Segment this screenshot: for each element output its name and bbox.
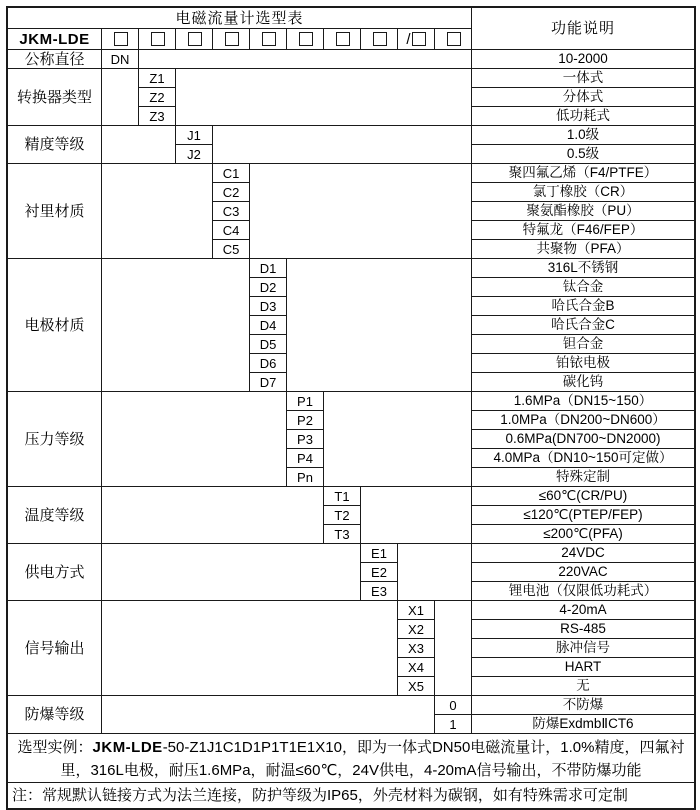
example-rest: -50-Z1J1C1D1P1T1E1X10，即为一体式DN50电磁流量计，1.0%精度，四氟衬里，316L电极，耐压1.6MPa，耐温≤60℃，24V供电，4-20mA信号输出，不带防爆功能: [60, 739, 685, 779]
code-cell: 0: [435, 696, 472, 715]
checkbox-square-icon: [114, 32, 128, 46]
function-cell: 钽合金: [472, 335, 694, 354]
function-cell: 24VDC: [472, 544, 694, 563]
table-title: 电磁流量计选型表: [8, 8, 472, 29]
section-label-accuracy-class: 精度等级: [8, 126, 102, 164]
code-cell: T2: [324, 506, 361, 525]
function-cell: ≤120℃(PTEP/FEP): [472, 506, 694, 525]
model-code-checkbox[interactable]: [361, 29, 398, 50]
code-cell: P1: [287, 392, 324, 411]
code-cell: P4: [287, 449, 324, 468]
empty-cell: [324, 392, 472, 487]
empty-cell: [102, 164, 213, 259]
code-cell: T3: [324, 525, 361, 544]
function-cell: 低功耗式: [472, 107, 694, 126]
function-cell: 氯丁橡胶（CR）: [472, 183, 694, 202]
example-prefix: 选型实例：: [17, 739, 93, 756]
code-cell: D1: [250, 259, 287, 278]
function-cell: 不防爆: [472, 696, 694, 715]
code-cell: E2: [361, 563, 398, 582]
code-cell: D2: [250, 278, 287, 297]
section-label-lining-material: 衬里材质: [8, 164, 102, 259]
function-cell: 316L不锈钢: [472, 259, 694, 278]
empty-cell: [435, 601, 472, 696]
checkbox-square-icon: [447, 32, 461, 46]
function-cell: 无: [472, 677, 694, 696]
empty-cell: [102, 69, 139, 126]
section-label-power-supply: 供电方式: [8, 544, 102, 601]
function-cell: 特氟龙（F46/FEP）: [472, 221, 694, 240]
code-cell: D4: [250, 316, 287, 335]
function-cell: 聚氨酯橡胶（PU）: [472, 202, 694, 221]
function-cell: HART: [472, 658, 694, 677]
code-cell: P3: [287, 430, 324, 449]
function-cell: 铂铱电极: [472, 354, 694, 373]
model-code-checkbox[interactable]: [324, 29, 361, 50]
empty-cell: [287, 259, 472, 392]
empty-cell: [102, 392, 287, 487]
code-cell: X1: [398, 601, 435, 620]
code-cell: Z2: [139, 88, 176, 107]
empty-cell: [102, 487, 324, 544]
code-cell: D7: [250, 373, 287, 392]
code-cell: X4: [398, 658, 435, 677]
model-code-checkbox[interactable]: [287, 29, 324, 50]
section-label-temperature-rating: 温度等级: [8, 487, 102, 544]
section-label-electrode-material: 电极材质: [8, 259, 102, 392]
checkbox-square-icon: [299, 32, 313, 46]
empty-cell: [139, 50, 472, 69]
function-cell: ≤200℃(PFA): [472, 525, 694, 544]
code-cell: Z1: [139, 69, 176, 88]
example-model: JKM-LDE: [92, 739, 163, 756]
code-cell: E3: [361, 582, 398, 601]
checkbox-square-icon: [225, 32, 239, 46]
function-cell: 220VAC: [472, 563, 694, 582]
section-label-converter-type: 转换器类型: [8, 69, 102, 126]
function-cell: RS-485: [472, 620, 694, 639]
checkbox-square-icon: [188, 32, 202, 46]
empty-cell: [250, 164, 472, 259]
section-label-signal-output: 信号输出: [8, 601, 102, 696]
function-cell: 脉冲信号: [472, 639, 694, 658]
model-code-checkbox[interactable]: [435, 29, 472, 50]
function-cell: 1.0MPa（DN200~DN600）: [472, 411, 694, 430]
remark-note: 注：常规默认链接方式为法兰连接，防护等级为IP65，外壳材料为碳钢，如有特殊需求可定制: [12, 787, 628, 804]
function-cell: 锂电池（仅限低功耗式）: [472, 582, 694, 601]
code-cell: E1: [361, 544, 398, 563]
checkbox-square-icon: [262, 32, 276, 46]
checkbox-square-icon: [336, 32, 350, 46]
code-cell: T1: [324, 487, 361, 506]
slash-prefix: /: [406, 30, 411, 48]
model-code-checkbox[interactable]: [139, 29, 176, 50]
selection-table: [6, 6, 696, 810]
empty-cell: [398, 544, 472, 601]
function-cell: 碳化钨: [472, 373, 694, 392]
model-code-checkbox[interactable]: [250, 29, 287, 50]
empty-cell: [102, 544, 361, 601]
checkbox-square-icon: [373, 32, 387, 46]
function-cell: 1.0级: [472, 126, 694, 145]
empty-cell: [102, 126, 176, 164]
section-label-explosion-proof: 防爆等级: [8, 696, 102, 734]
section-label-nominal-diameter: 公称直径: [8, 50, 102, 69]
selection-example: [8, 734, 694, 783]
model-code-checkbox[interactable]: [213, 29, 250, 50]
checkbox-square-icon: [412, 32, 426, 46]
function-cell: 共聚物（PFA）: [472, 240, 694, 259]
model-code-checkbox[interactable]: [398, 29, 435, 50]
code-cell: D5: [250, 335, 287, 354]
empty-cell: [213, 126, 472, 164]
function-cell: ≤60℃(CR/PU): [472, 487, 694, 506]
code-cell: J2: [176, 145, 213, 164]
code-cell: X5: [398, 677, 435, 696]
model-code-checkbox[interactable]: [102, 29, 139, 50]
function-cell: 0.5级: [472, 145, 694, 164]
model-prefix-label: JKM-LDE: [8, 29, 102, 50]
function-cell: 10-2000: [472, 50, 694, 69]
checkbox-square-icon: [151, 32, 165, 46]
function-cell: 一体式: [472, 69, 694, 88]
function-cell: 1.6MPa（DN15~150）: [472, 392, 694, 411]
code-cell: DN: [102, 50, 139, 69]
code-cell: 1: [435, 715, 472, 734]
code-cell: D6: [250, 354, 287, 373]
function-cell: 分体式: [472, 88, 694, 107]
function-cell: 哈氏合金C: [472, 316, 694, 335]
code-cell: C5: [213, 240, 250, 259]
code-cell: Pn: [287, 468, 324, 487]
selection-grid: [8, 8, 694, 734]
function-cell: 4.0MPa（DN10~150可定做）: [472, 449, 694, 468]
function-cell: 哈氏合金B: [472, 297, 694, 316]
section-label-pressure-rating: 压力等级: [8, 392, 102, 487]
function-cell: 聚四氟乙烯（F4/PTFE）: [472, 164, 694, 183]
empty-cell: [102, 601, 398, 696]
code-cell: P2: [287, 411, 324, 430]
code-cell: D3: [250, 297, 287, 316]
empty-cell: [361, 487, 472, 544]
code-cell: J1: [176, 126, 213, 145]
function-column-header: 功能说明: [472, 8, 694, 50]
function-cell: 0.6MPa(DN700~DN2000): [472, 430, 694, 449]
function-cell: 特殊定制: [472, 468, 694, 487]
code-cell: Z3: [139, 107, 176, 126]
code-cell: C1: [213, 164, 250, 183]
function-cell: 4-20mA: [472, 601, 694, 620]
empty-cell: [176, 69, 472, 126]
empty-cell: [102, 259, 250, 392]
code-cell: C3: [213, 202, 250, 221]
code-cell: X3: [398, 639, 435, 658]
model-code-checkbox[interactable]: [176, 29, 213, 50]
code-cell: C4: [213, 221, 250, 240]
code-cell: X2: [398, 620, 435, 639]
function-cell: 防爆ExdmbⅡCT6: [472, 715, 694, 734]
function-cell: 钛合金: [472, 278, 694, 297]
empty-cell: [102, 696, 435, 734]
code-cell: C2: [213, 183, 250, 202]
